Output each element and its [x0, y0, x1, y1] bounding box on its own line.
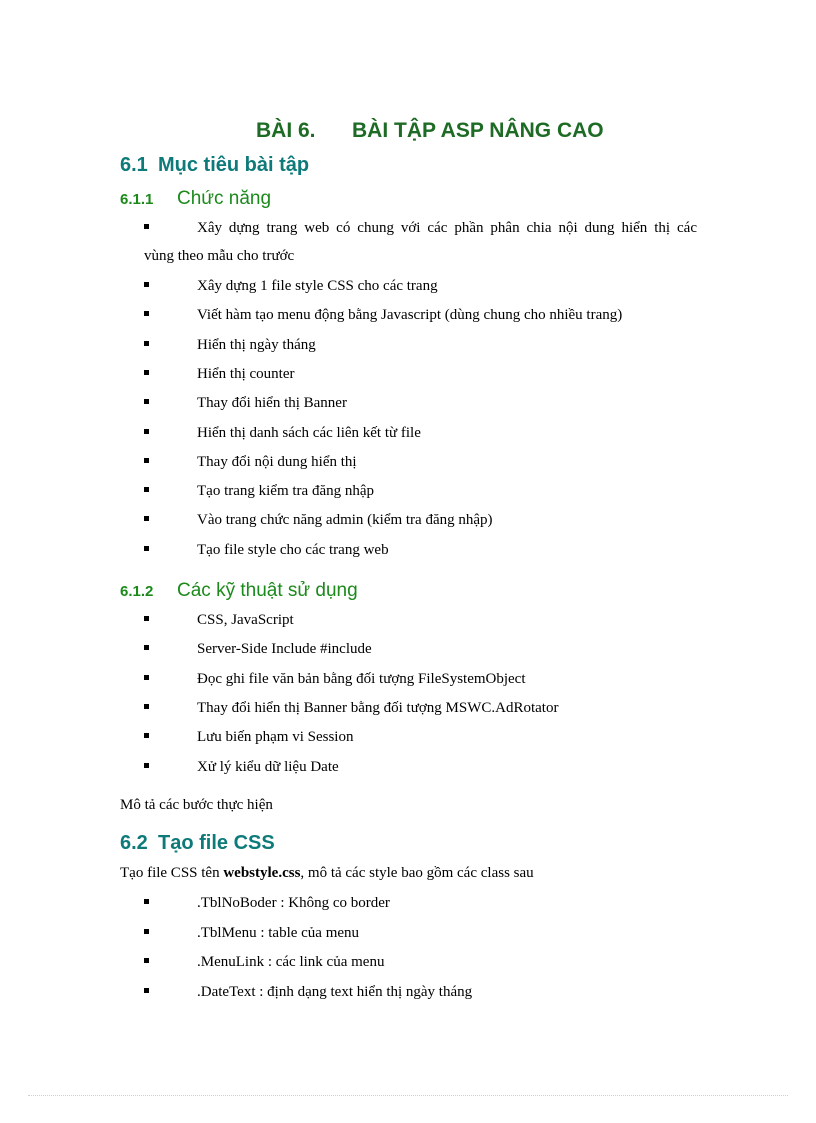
list-item-text: Xây dựng trang web có chung với các phần phân chia nội dung hiển thị các [197, 220, 697, 236]
steps-note: Mô tả các bước thực hiện [120, 797, 273, 813]
list-item-text: Thay đổi nội dung hiển thị [197, 453, 357, 470]
bullet-icon [144, 370, 149, 375]
subsection-title: Chức năng [177, 188, 272, 209]
subsection-number: 6.1.2 [120, 583, 154, 600]
bullet-icon [144, 282, 149, 287]
chapter-title: BÀI TẬP ASP NÂNG CAO [352, 119, 604, 142]
bullet-icon [144, 616, 149, 621]
intro-text-rest: , mô tả các style bao gồm các class sau [300, 865, 534, 881]
list-item-text: .TblMenu : table của menu [197, 924, 360, 941]
bullet-icon [144, 929, 149, 934]
list-item-continuation: vùng theo mẫu cho trước [144, 248, 295, 264]
page-footer-divider [28, 1095, 788, 1096]
list-item-text: Hiển thị ngày tháng [197, 336, 316, 353]
list-item-text: Vào trang chức năng admin (kiểm tra đăng nhập) [197, 512, 493, 529]
bullet-icon [144, 763, 149, 768]
list-item-text: .DateText : định dạng text hiển thị ngày tháng [197, 983, 473, 1000]
section-6-2-intro [120, 864, 534, 882]
section-number: 6.1 [120, 154, 148, 176]
bullet-icon [144, 704, 149, 709]
subsection-6-1-2-heading [120, 580, 358, 602]
bullet-icon [144, 429, 149, 434]
intro-filename: webstyle.css [223, 865, 301, 881]
subsection-title: Các kỹ thuật sử dụng [177, 580, 358, 601]
bullet-icon [144, 399, 149, 404]
intro-text: Tạo file CSS tên [120, 865, 224, 881]
bullet-icon [144, 224, 149, 229]
chapter-number: BÀI 6. [256, 119, 316, 142]
list-item-text: Hiển thị danh sách các liên kết từ file [197, 424, 421, 441]
section-title: Tạo file CSS [158, 832, 275, 854]
bullet-icon [144, 899, 149, 904]
bullet-icon [144, 733, 149, 738]
list-item-text: Thay đổi hiển thị Banner [197, 395, 347, 412]
list-item-text: Lưu biến phạm vi Session [197, 729, 354, 746]
list-item-text: Xử lý kiểu dữ liệu Date [197, 758, 339, 775]
list-item-text: Đọc ghi file văn bản bằng đối tượng FileSystemObject [197, 670, 526, 687]
list-item-text: Thay đổi hiển thị Banner bằng đối tượng MSWC.AdRotator [197, 699, 559, 716]
section-6-1-heading [120, 154, 309, 177]
list-item-text: Server-Side Include #include [197, 641, 372, 658]
section-number: 6.2 [120, 832, 148, 854]
bullet-icon [144, 988, 149, 993]
subsection-number: 6.1.1 [120, 191, 154, 208]
section-6-2-heading [120, 832, 275, 855]
bullet-icon [144, 958, 149, 963]
list-item-text: CSS, JavaScript [197, 612, 294, 628]
bullet-icon [144, 341, 149, 346]
section-title: Mục tiêu bài tập [158, 154, 310, 176]
list-item-text: Tạo file style cho các trang web [197, 541, 389, 558]
list-item-text: .TblNoBoder : Không co border [197, 895, 390, 911]
list-item-text: Hiển thị counter [197, 365, 295, 382]
subsection-6-1-1-heading [120, 188, 271, 210]
chapter-heading [256, 119, 604, 143]
list-item-text: Viết hàm tạo menu động bằng Javascript (dùng chung cho nhiều trang) [197, 307, 623, 324]
list-item-text: Tạo trang kiểm tra đăng nhập [197, 483, 375, 500]
bullet-icon [144, 311, 149, 316]
bullet-icon [144, 487, 149, 492]
list-item-text: .MenuLink : các link của menu [197, 954, 385, 970]
bullet-icon [144, 516, 149, 521]
bullet-icon [144, 458, 149, 463]
bullet-icon [144, 645, 149, 650]
bullet-icon [144, 675, 149, 680]
list-item-text: Xây dựng 1 file style CSS cho các trang [197, 278, 438, 294]
bullet-icon [144, 546, 149, 551]
